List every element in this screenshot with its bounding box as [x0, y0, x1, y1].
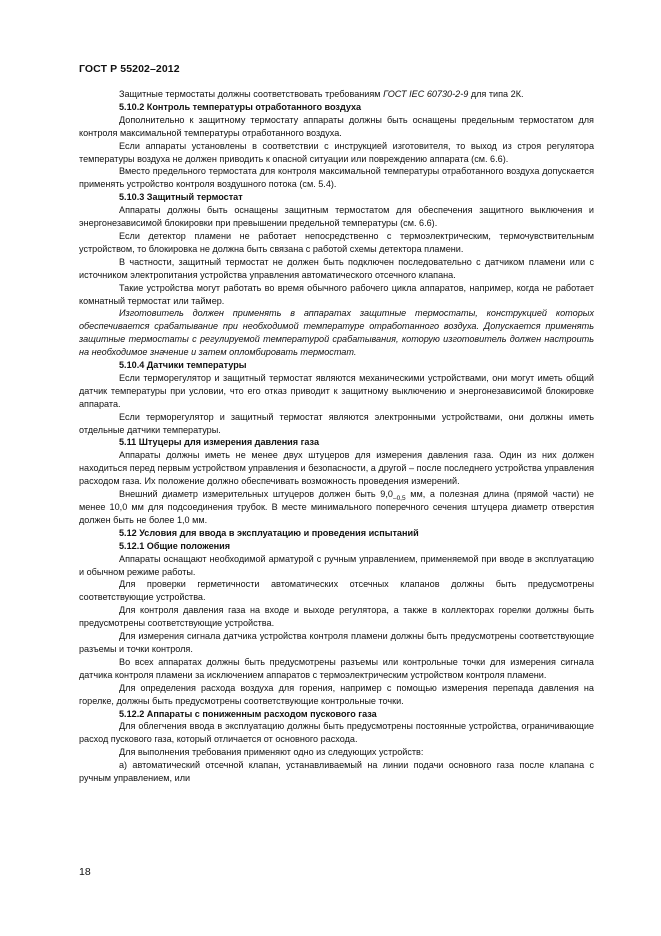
paragraph: Во всех аппаратах должны быть предусмотрены разъемы или контрольные точки для измерения сигнала датчика контроля пламени за исключением аппаратов с термоэлектрическим устройством контроля пламени. [79, 656, 594, 680]
intro-paragraph [79, 88, 594, 101]
list-item-a: а) автоматический отсечной клапан, устанавливаемый на линии подачи основного газа после клапана с ручным управлением, или [79, 760, 594, 784]
paragraph: Если аппараты установлены в соответствии с инструкцией изготовителя, то выход из строя регулятора температуры воздуха не должен приводить к опасной ситуации или повреждению аппарата (см. 6.6). [79, 140, 594, 164]
document-body [79, 88, 594, 785]
page-number: 18 [79, 866, 91, 878]
paragraph: Вместо предельного термостата для контроля максимальной температуры отработанного воздуха допускается применять устройство контроля воздушного потока (см. 5.4). [79, 166, 594, 190]
paragraph: Для контроля давления газа на входе и выходе регулятора, а также в коллекторах горелки должны быть предусмотрены соответствующие устройства. [79, 605, 594, 629]
paragraph: Если терморегулятор и защитный термостат являются механическими устройствами, они могут иметь общий датчик температуры при условии, что его отказ приводит к защитному выключению и энергонезависимой блокировке аппарата. [79, 372, 594, 409]
diameter-text-after: мм, а полезная длина (прямой части) не менее 10,0 мм для подсоединения трубок. В месте минимального поперечного сечения штуцера диаметр отверстия должен быть не более 1,0 мм. [79, 489, 594, 525]
paragraph: Аппараты оснащают необходимой арматурой с ручным управлением, применяемой при вводе в эксплуатацию и обычном режиме работы. [79, 553, 594, 577]
intro-standard-reference: ГОСТ IEC 60730-2-9 [383, 89, 469, 99]
paragraph: В частности, защитный термостат не должен быть подключен последовательно с датчиком пламени или с источником электропитания устройства управления автоматического отсечного клапана. [79, 256, 594, 280]
heading-5-10-4: 5.10.4 Датчики температуры [119, 360, 247, 371]
standard-header: ГОСТ Р 55202–2012 [79, 63, 180, 75]
paragraph: Для определения расхода воздуха для горения, например с помощью измерения перепада давления на горелке, должны быть предусмотрены соответствующие контрольные точки. [79, 682, 594, 706]
paragraph: Дополнительно к защитному термостату аппараты должны быть оснащены предельным термостатом для контроля максимальной температуры отработанного воздуха. [79, 114, 594, 138]
paragraph: Для проверки герметичности автоматических отсечных клапанов должны быть предусмотрены соответствующие устройства. [79, 579, 594, 603]
heading-5-10-3: 5.10.3 Защитный термостат [119, 192, 243, 203]
heading-5-12-1: 5.12.1 Общие положения [119, 540, 231, 551]
paragraph: Для измерения сигнала датчика устройства контроля пламени должны быть предусмотрены соответствующие разъемы и точки контроля. [79, 631, 594, 654]
italic-note: Изготовитель должен применять в аппаратах защитные термостаты, конструкцией которых обеспечивается срабатывание при необходимой температуре отработанного воздуха. Допускается применять защитные термостаты с регулируемой температурой срабатывания, которую изготовитель должен настроить на необходимое значение и затем опломбировать термостат. [79, 308, 594, 358]
paragraph: Для облегчения ввода в эксплуатацию должны быть предусмотрены постоянные устройства, ограничивающие расход пускового газа, который отличается от основного расхода. [79, 721, 594, 745]
intro-text-after: для типа 2К. [468, 89, 524, 99]
diameter-tolerance: –0,5 [392, 494, 406, 502]
heading-5-12: 5.12 Условия для ввода в эксплуатацию и проведения испытаний [119, 527, 419, 538]
paragraph: Для выполнения требования применяют одно из следующих устройств: [119, 747, 424, 758]
paragraph: Такие устройства могут работать во время обычного рабочего цикла аппаратов, например, когда не работает комнатный термостат или таймер. [79, 282, 594, 306]
paragraph: Аппараты должны иметь не менее двух штуцеров для измерения давления газа. Один из них должен находиться перед первым устройством управления и безопасности, а другой – после последнего устройства управления расходом газа. Их положение должно обеспечивать возможность проведения измерений. [79, 450, 594, 487]
heading-5-12-2: 5.12.2 Аппараты с пониженным расходом пускового газа [119, 708, 377, 719]
paragraph: Если детектор пламени не работает непосредственно с термоэлектрическим, термочувствительным устройством, то блокировка не должна быть связана с работой схемы детектора пламени. [79, 230, 594, 254]
paragraph: Если терморегулятор и защитный термостат являются электронными устройствами, они должны иметь отдельные датчики температуры. [79, 411, 594, 435]
heading-5-10-2: 5.10.2 Контроль температуры отработанного воздуха [119, 101, 362, 112]
paragraph: Аппараты должны быть оснащены защитным термостатом для обеспечения защитного выключения и энергонезависимой блокировки при превышении предельной температуры (см. 6.6). [79, 205, 594, 229]
intro-text-before: Защитные термостаты должны соответствовать требованиям [119, 89, 384, 99]
diameter-text-before: Внешний диаметр измерительных штуцеров должен быть 9,0 [119, 489, 393, 500]
heading-5-11: 5.11 Штуцеры для измерения давления газа [119, 437, 320, 448]
paragraph-diameter [79, 488, 594, 527]
